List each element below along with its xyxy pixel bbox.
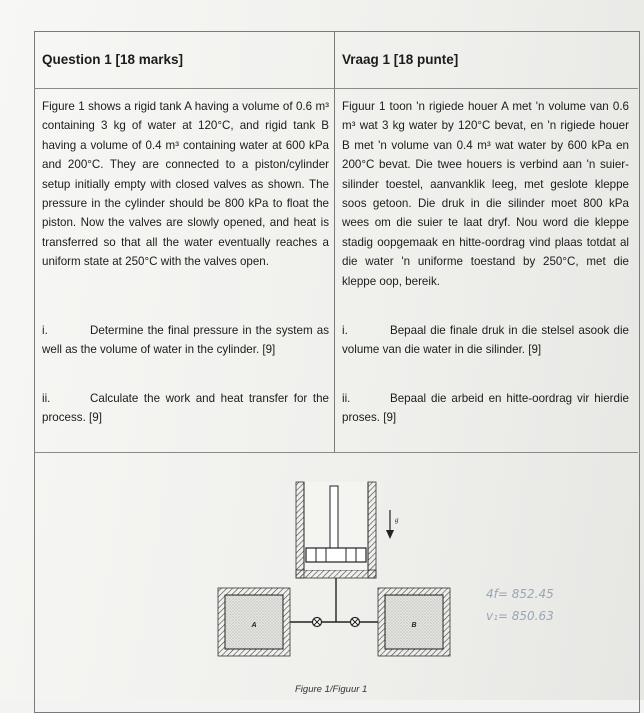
subquestion-2-text: Calculate the work and heat transfer for the process. [9] [42, 392, 329, 425]
subquestion-2-english [42, 389, 329, 428]
subquestion-2-number: ii. [42, 392, 51, 405]
subquestion-1-afrikaans [342, 321, 629, 360]
piping [290, 578, 378, 622]
subquestion-1-english [42, 321, 329, 360]
subquestion-1-text: Determine the final pressure in the system as well as the volume of water in the cylinder. [9] [42, 324, 329, 357]
tank-a-label: A [251, 622, 257, 629]
intro-english: Figure 1 shows a rigid tank A having a volume of 0.6 m³ containing 3 kg of water at 120°C, and rigid tank B having a volume of 0.4 m³ containing water at 600 kPa and 200°C. They are connected to a piston/cylinder setup initially empty with closed valves as shown. The pressure in the cylinder should be 800 kPa to float the piston. Now the valves are slowly opened, and heat is transferred so that all the water eventually reaches a uniform state at 250°C with the valves open. [42, 100, 329, 269]
question-title-afrikaans: Vraag 1 [18 punte] [342, 52, 459, 67]
tank-b-label: B [411, 622, 417, 629]
header-divider [34, 88, 638, 89]
figure-caption: Figure 1/Figuur 1 [295, 684, 368, 695]
figure-divider [34, 452, 638, 453]
handwritten-note-1: 4f= 852.45 [486, 587, 554, 601]
gravity-arrow-icon [386, 510, 394, 539]
subquestion-2-text-af: Bepaal die arbeid en hitte-oordrag vir hierdie proses. [9] [342, 392, 629, 425]
subquestion-1-text-af: Bepaal die finale druk in die stelsel asook die volume van die water in die silinder. [9] [342, 324, 629, 357]
subquestion-1-number-af: i. [342, 324, 348, 337]
subquestion-2-afrikaans [342, 389, 629, 428]
tank-cylinder-diagram [190, 472, 470, 672]
column-divider [334, 31, 335, 453]
valve-b-icon [351, 618, 360, 627]
handwritten-note-2: v₁= 850.63 [486, 609, 554, 623]
intro-afrikaans: Figuur 1 toon 'n rigiede houer A met 'n volume van 0.6 m³ wat 3 kg water by 120°C bevat, en 'n rigiede houer B met 'n volume van 0.4 m³ wat water by 600 kPa en 200°C bevat. Die twee houers is verbind aan 'n suier-silinder toestel, aanvanklik leeg, met geslote kleppe soos getoon. Die druk in die silinder moet 800 kPa wees om die suier te laat dryf. Nou word die kleppe stadig oopgemaak en hitte-oordrag vind plaas totdat al die water 'n uniforme toestand by 250°C, met die kleppe oop, bereik. [342, 100, 629, 288]
subquestion-1-number: i. [42, 324, 48, 337]
question-title-english: Question 1 [18 marks] [42, 52, 184, 67]
subquestion-2-number-af: ii. [342, 392, 351, 405]
valve-a-icon [313, 618, 322, 627]
gravity-label: g [395, 516, 399, 524]
